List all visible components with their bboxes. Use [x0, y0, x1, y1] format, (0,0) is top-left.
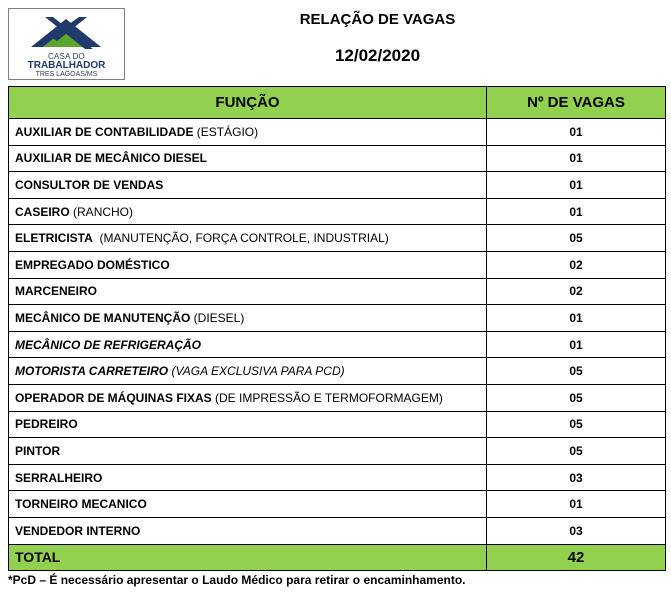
- function-cell: [9, 251, 487, 278]
- table-row: [9, 491, 666, 518]
- logo-line-trabalhador: TRABALHADOR: [27, 60, 106, 71]
- function-cell: [9, 278, 487, 305]
- function-name: VENDEDOR INTERNO: [15, 523, 141, 538]
- function-name: PEDREIRO: [15, 417, 78, 432]
- vacancy-count-cell: 05: [487, 225, 666, 252]
- table-row: [9, 198, 666, 225]
- vacancy-count-cell: 05: [487, 384, 666, 411]
- function-cell: [9, 517, 487, 544]
- function-note: (DIESEL): [190, 310, 245, 325]
- vacancy-count-cell: 02: [487, 251, 666, 278]
- casa-do-trabalhador-logo: [8, 8, 125, 80]
- vacancy-count-cell: 03: [487, 464, 666, 491]
- table-row: [9, 384, 666, 411]
- total-value: 42: [487, 544, 666, 570]
- function-name: TORNEIRO MECANICO: [15, 497, 147, 512]
- house-roof-icon: [9, 9, 124, 53]
- function-name: MECÂNICO DE REFRIGERAÇÃO: [15, 337, 202, 352]
- vacancy-count-cell: 05: [487, 438, 666, 465]
- table-row: [9, 225, 666, 252]
- table-row: [9, 438, 666, 465]
- function-name: AUXILIAR DE CONTABILIDADE: [15, 124, 194, 139]
- function-name: PINTOR: [15, 443, 61, 458]
- function-cell: [9, 145, 487, 172]
- function-name: OPERADOR DE MÁQUINAS FIXAS: [15, 390, 212, 405]
- function-cell: [9, 438, 487, 465]
- function-name: MECÂNICO DE MANUTENÇÃO: [15, 310, 191, 325]
- function-cell: [9, 384, 487, 411]
- function-cell: [9, 331, 487, 358]
- vacancy-count-cell: 05: [487, 411, 666, 438]
- logo-line-casa-do: CASA DO: [48, 52, 85, 61]
- column-header-vacancies: Nº DE VAGAS: [487, 87, 666, 119]
- table-row: [9, 251, 666, 278]
- vacancy-count-cell: 01: [487, 145, 666, 172]
- total-label: TOTAL: [9, 544, 487, 570]
- page-date: 12/02/2020: [334, 46, 421, 65]
- table-row: [9, 278, 666, 305]
- vacancy-count-cell: 01: [487, 172, 666, 199]
- vacancy-count-cell: 01: [487, 119, 666, 146]
- function-note: (VAGA EXCLUSIVA PARA PCD): [168, 364, 345, 379]
- function-note: (MANUTENÇÃO, FORÇA CONTROLE, INDUSTRIAL): [92, 231, 389, 246]
- vacancies-table: [8, 86, 666, 571]
- function-note: (RANCHO): [69, 204, 134, 219]
- function-cell: [9, 305, 487, 332]
- function-name: SERRALHEIRO: [15, 470, 103, 485]
- function-name: MOTORISTA CARRETEIRO: [15, 364, 169, 379]
- function-cell: [9, 411, 487, 438]
- function-cell: [9, 172, 487, 199]
- function-name: ELETRICISTA: [15, 231, 93, 246]
- vacancy-count-cell: 01: [487, 305, 666, 332]
- function-cell: [9, 225, 487, 252]
- table-row: [9, 411, 666, 438]
- function-name: EMPREGADO DOMÉSTICO: [15, 257, 170, 272]
- table-row: [9, 358, 666, 385]
- table-row: [9, 517, 666, 544]
- function-name: CONSULTOR DE VENDAS: [15, 177, 164, 192]
- table-row: [9, 172, 666, 199]
- vacancy-count-cell: 01: [487, 331, 666, 358]
- column-header-function: FUNÇÃO: [9, 87, 487, 119]
- table-header-row: [9, 87, 666, 119]
- logo-line-city: TRES LAGOAS/MS: [35, 71, 98, 78]
- function-note: (DE IMPRESSÃO E TERMOFORMAGEM): [211, 390, 443, 405]
- function-cell: [9, 491, 487, 518]
- function-name: MARCENEIRO: [15, 284, 98, 299]
- function-cell: [9, 464, 487, 491]
- table-row: [9, 119, 666, 146]
- vacancy-count-cell: 01: [487, 491, 666, 518]
- page-title: RELAÇÃO DE VAGAS: [299, 11, 456, 28]
- function-cell: [9, 198, 487, 225]
- vacancy-count-cell: 02: [487, 278, 666, 305]
- total-row: [9, 544, 666, 570]
- table-row: [9, 464, 666, 491]
- function-cell: [9, 119, 487, 146]
- table-row: [9, 305, 666, 332]
- function-name: CASEIRO: [15, 204, 70, 219]
- vacancy-count-cell: 01: [487, 198, 666, 225]
- function-cell: [9, 358, 487, 385]
- footnote: *PcD – É necessário apresentar o Laudo Médico para retirar o encaminhamento.: [8, 573, 466, 587]
- function-name: AUXILIAR DE MECÂNICO DIESEL: [15, 151, 208, 166]
- vacancy-count-cell: 05: [487, 358, 666, 385]
- vacancy-count-cell: 03: [487, 517, 666, 544]
- function-note: (ESTÁGIO): [193, 124, 259, 139]
- table-row: [9, 145, 666, 172]
- table-row: [9, 331, 666, 358]
